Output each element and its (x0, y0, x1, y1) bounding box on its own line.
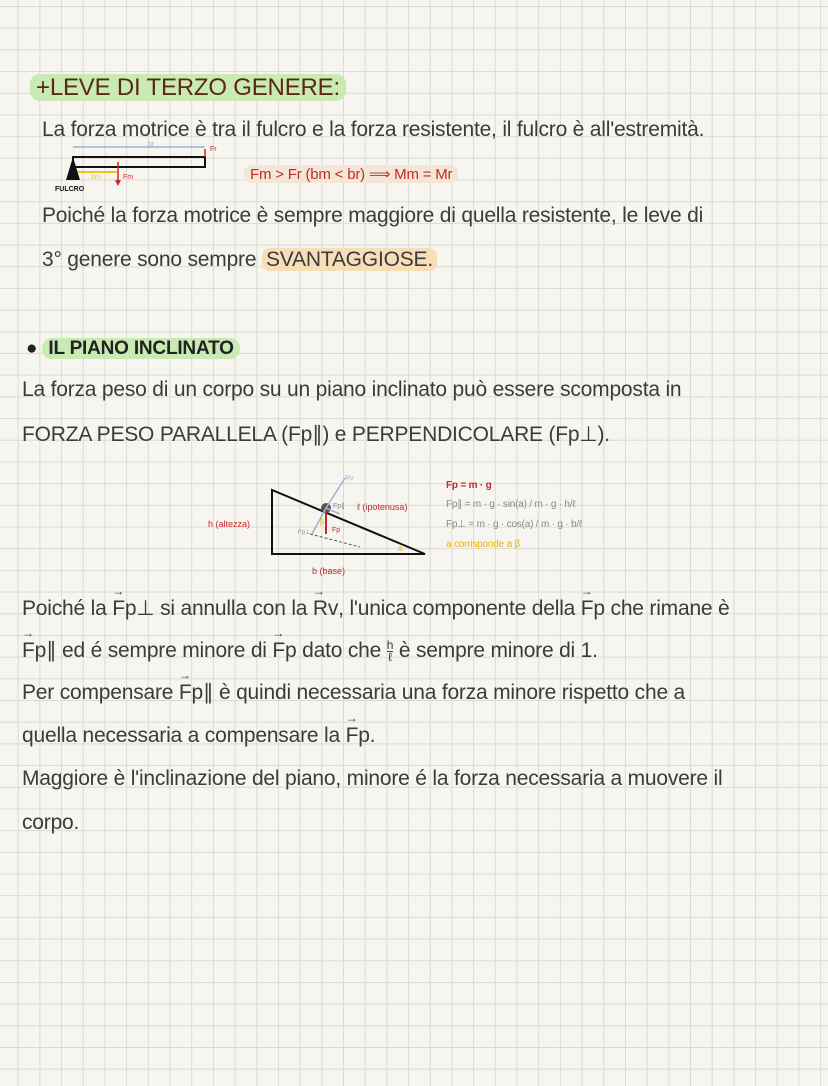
beta-label: β (320, 519, 325, 526)
formula-parallel: Fp∥ = m · g · sin(a) / m · g · h/ℓ (446, 499, 576, 510)
fp-label: Fp (332, 527, 341, 534)
formula-angle-note: a corrisponde a β (446, 539, 521, 550)
text-line: Maggiore è l'inclinazione del piano, minore é la forza necessaria a muovere il (22, 767, 723, 790)
text-line: quella necessaria a compensare la → Fp. (22, 724, 375, 748)
fm-label: Fm (123, 174, 134, 181)
formula-perpendicular: Fp⊥ = m · g · cos(a) / m · g · b/ℓ (446, 519, 582, 530)
fp-par-label: Fp∥ (333, 503, 345, 510)
bullet-icon: ● (26, 338, 43, 359)
base-label: b (base) (312, 566, 346, 576)
alpha-label: a (398, 544, 403, 553)
text-line: Poiché la forza motrice è sempre maggiore di quella resistente, le leve di (42, 204, 704, 227)
br-label: br (148, 141, 155, 148)
section-title-inclined-plane: ● IL PIANO INCLINATO (26, 338, 240, 360)
fp-perp-label: Fp⊥ (298, 530, 311, 536)
text-line: Poiché la → Fp⊥ si annulla con la → Rv, l'unica componente della → Fp che rimane è (22, 596, 730, 621)
inclined-plane-diagram (200, 472, 440, 582)
text-line: 3° genere sono sempre SVANTAGGIOSE. (42, 248, 437, 272)
text-line: corpo. (22, 811, 80, 834)
text-line: Per compensare → Fp∥ è quindi necessaria una forza minore rispetto che a (22, 680, 685, 705)
lever-formula: Fm > Fr (bm < br) ⟹ Mm = Mr (244, 165, 458, 183)
text-line: → Fp∥ ed é sempre minore di → Fp dato che $\frac{h}{\text{ℓ}}$ è sempre minore di 1. (22, 638, 598, 663)
fulcro-label: FULCRO (55, 186, 85, 193)
text-line: La forza peso di un corpo su un piano inclinato può essere scomposta in (22, 378, 682, 401)
section-title-levers: +LEVE DI TERZO GENERE: (30, 74, 346, 102)
fraction-h-l: $\frac{h}{\text{ℓ}}$ (386, 637, 394, 664)
formula-weight: Fp = m · g (446, 480, 492, 491)
height-label: h (altezza) (208, 519, 251, 529)
hyp-label: ℓ (ipotenusa) (357, 502, 408, 512)
text-line: FORZA PESO PARALLELA (Fp∥) e PERPENDICOLARE (Fp⊥). (22, 423, 610, 446)
rv-label: Rv (345, 475, 354, 482)
bm-label: bm (91, 174, 101, 181)
fr-label: Fr (210, 146, 217, 153)
highlight-svantaggiose: SVANTAGGIOSE. (262, 248, 437, 271)
lever-diagram (55, 140, 235, 195)
text-line: La forza motrice è tra il fulcro e la forza resistente, il fulcro è all'estremità. (42, 118, 705, 141)
